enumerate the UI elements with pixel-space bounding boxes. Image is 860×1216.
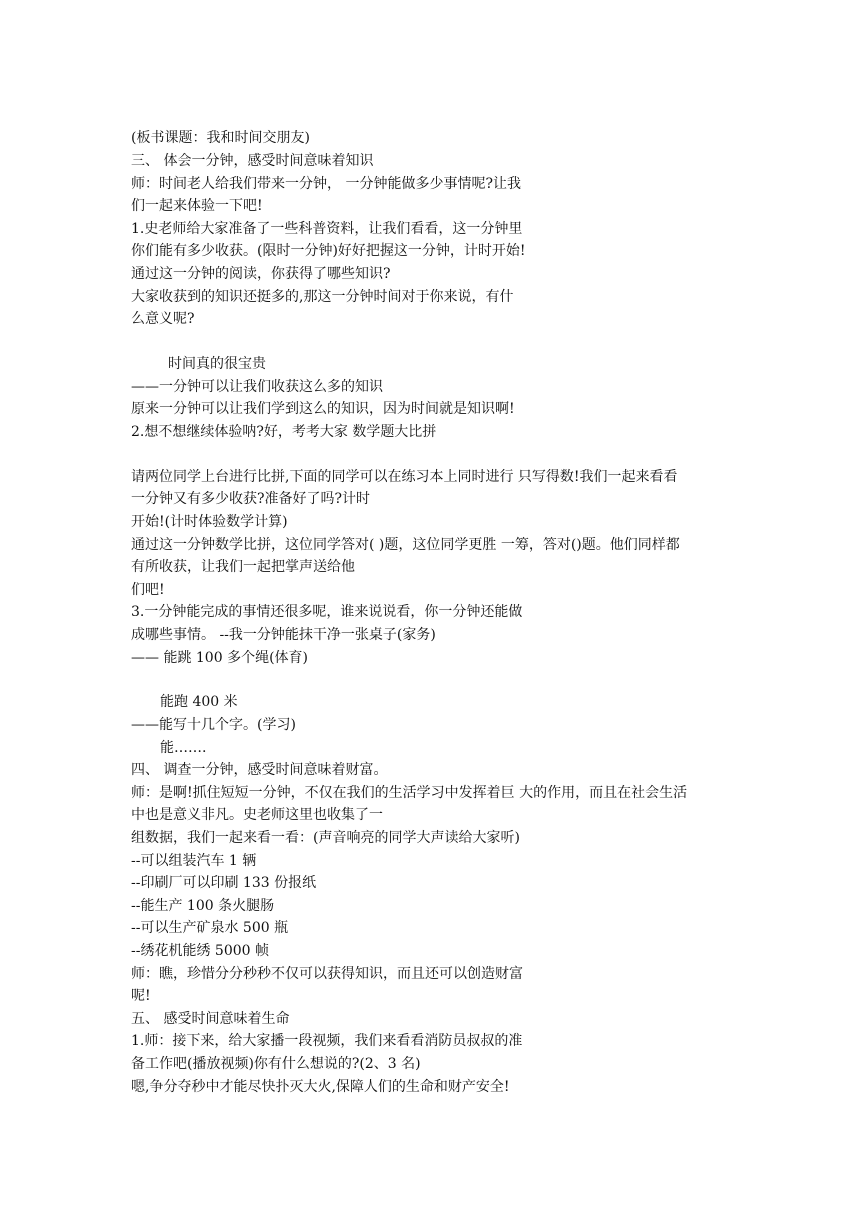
text-line: 师：是啊!抓住短短一分钟，不仅在我们的生活学习中发挥着巨 大的作用，而且在社会生活: [131, 785, 688, 801]
text-line: ——能写十几个字。(学习): [131, 717, 296, 733]
text-line: 们吧!: [131, 582, 165, 598]
text-line: 能…….: [160, 740, 207, 756]
text-line: 师：时间老人给我们带来一分钟， 一分钟能做多少事情呢?让我: [131, 176, 521, 192]
text-line: 1.史老师给大家准备了一些科普资料，让我们看看，这一分钟里: [131, 221, 523, 237]
text-line: 原来一分钟可以让我们学到这么的知识，因为时间就是知识啊!: [131, 401, 515, 417]
text-line: 通过这一分钟的阅读，你获得了哪些知识?: [131, 266, 391, 282]
text-line: 能跑 400 米: [160, 694, 238, 710]
text-line: 1.师：接下来，给大家播一段视频，我们来看看消防员叔叔的准: [131, 1033, 523, 1049]
text-line: 一分钟又有多少收获?准备好了吗?计时: [131, 491, 371, 507]
text-line: 中也是意义非凡。史老师这里也收集了一: [131, 807, 383, 823]
list-item: --印刷厂可以印刷 133 份报纸: [131, 875, 317, 891]
text-line: 师：瞧，珍惜分分秒秒不仅可以获得知识，而且还可以创造财富: [131, 966, 523, 982]
list-item: --能生产 100 条火腿肠: [131, 898, 275, 914]
list-item: --绣花机能绣 5000 帧: [131, 943, 269, 959]
text-line: 2.想不想继续体验呐?好，考考大家 数学题大比拼: [131, 424, 437, 440]
section-heading: 五、 感受时间意味着生命: [131, 1011, 290, 1027]
section-heading: 四、 调查一分钟，感受时间意味着财富。: [131, 762, 388, 778]
text-line: 成哪些事情。 --我一分钟能抹干净一张桌子(家务): [131, 627, 436, 643]
text-line: 你们能有多少收获。(限时一分钟)好好把握这一分钟，计时开始!: [131, 243, 526, 259]
text-line: 请两位同学上台进行比拼,下面的同学可以在练习本上同时进行 只写得数!我们一起来看看: [131, 469, 678, 485]
text-line: 么意义呢?: [131, 311, 195, 327]
list-item: --可以组装汽车 1 辆: [131, 853, 257, 869]
text-line: 组数据，我们一起来看一看：(声音响亮的同学大声读给大家听): [131, 830, 520, 846]
text-line: 时间真的很宝贵: [168, 356, 266, 372]
text-line: (板书课题：我和时间交朋友): [131, 130, 310, 146]
text-line: ——一分钟可以让我们收获这么多的知识: [131, 379, 383, 395]
text-line: 们一起来体验一下吧!: [131, 198, 263, 214]
section-heading: 三、 体会一分钟，感受时间意味着知识: [131, 153, 374, 169]
text-line: 嗯,争分夺秒中才能尽快扑灭大火,保障人们的生命和财产安全!: [131, 1079, 510, 1095]
text-line: 大家收获到的知识还挺多的,那这一分钟时间对于你来说，有什: [131, 289, 514, 305]
text-line: 备工作吧(播放视频)你有什么想说的?(2、3 名): [131, 1056, 421, 1072]
text-line: 3.一分钟能完成的事情还很多呢，谁来说说看，你一分钟还能做: [131, 604, 523, 620]
text-line: 呢!: [131, 988, 151, 1004]
text-line: 有所收获，让我们一起把掌声送给他: [131, 559, 355, 575]
text-line: 通过这一分钟数学比拼，这位同学答对( )题，这位同学更胜 一筹，答对()题。他们同样都: [131, 537, 680, 553]
list-item: --可以生产矿泉水 500 瓶: [131, 920, 289, 936]
text-line: —— 能跳 100 多个绳(体育): [131, 650, 308, 666]
text-line: 开始!(计时体验数学计算): [131, 514, 288, 530]
